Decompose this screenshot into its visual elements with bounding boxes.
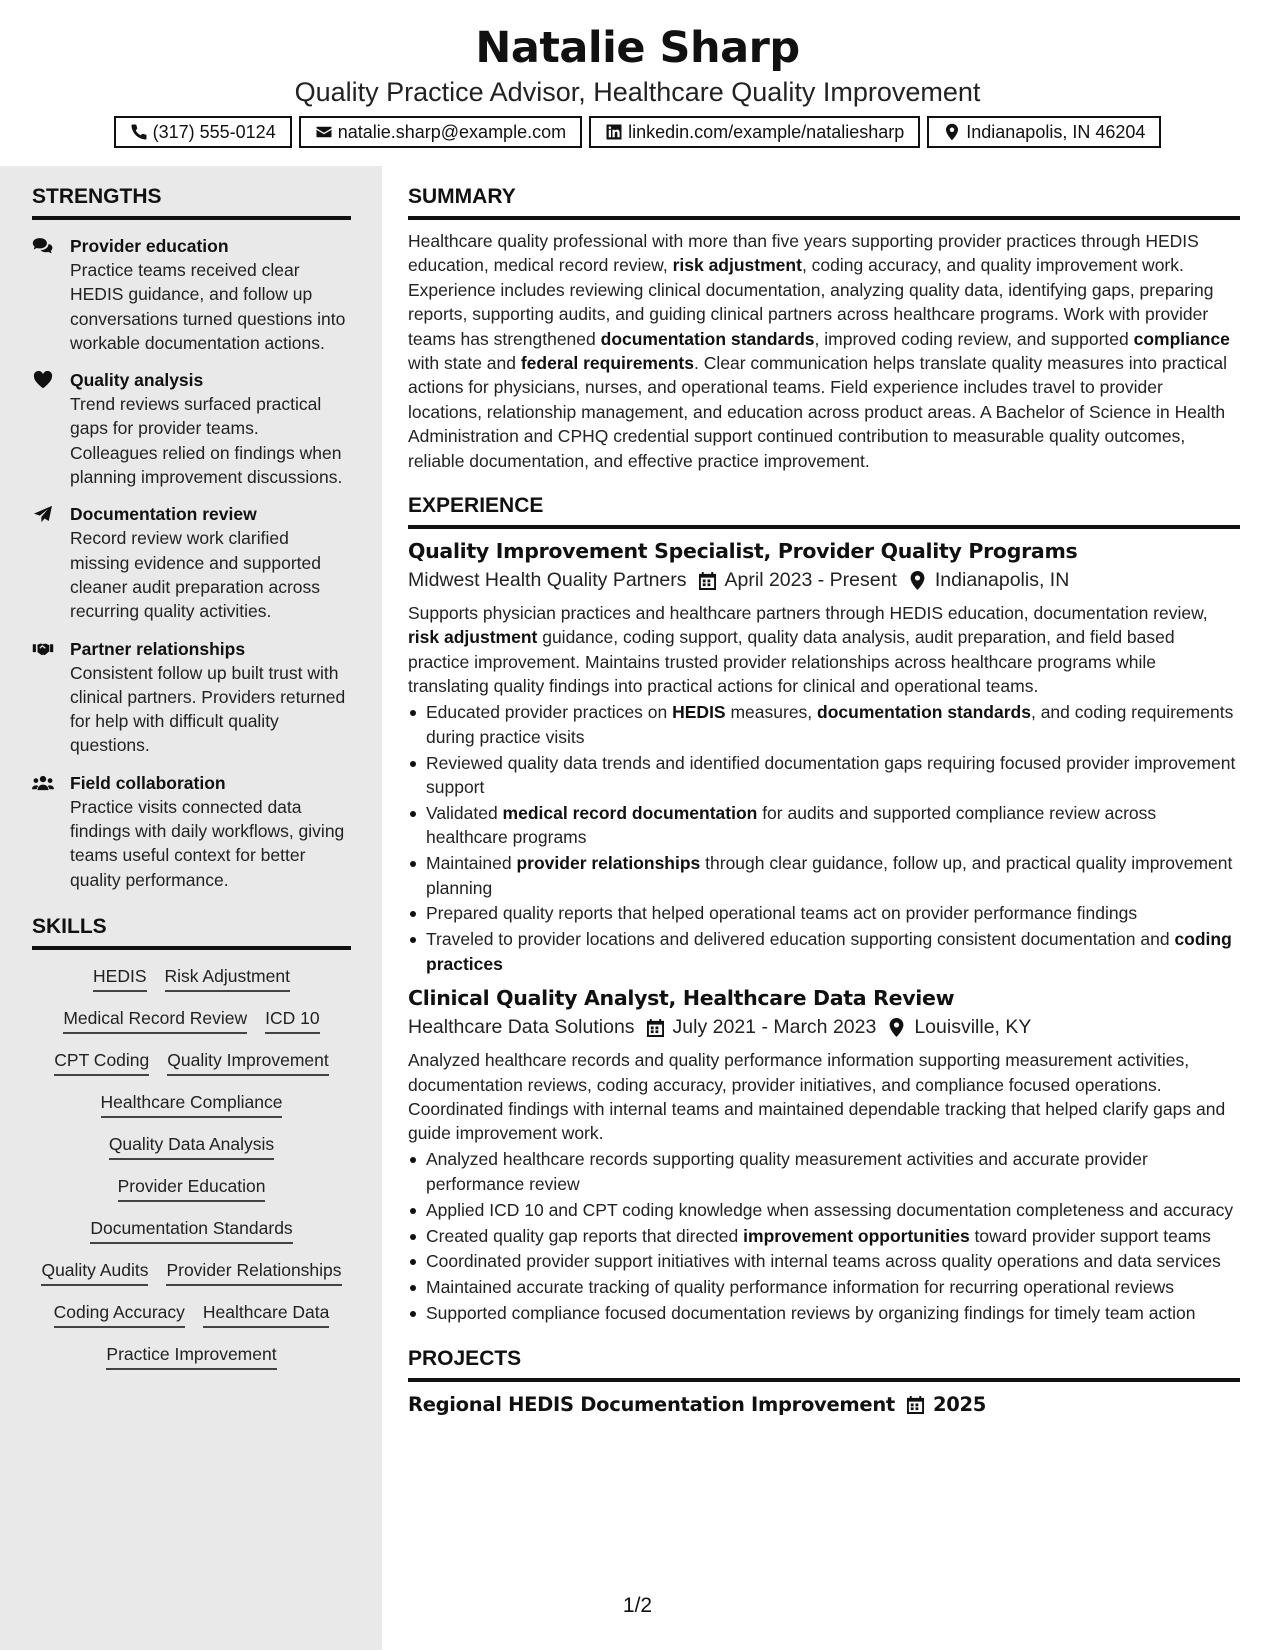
bold-keyword: improvement opportunities xyxy=(743,1225,970,1246)
candidate-title: Quality Practice Advisor, Healthcare Quality Improvement xyxy=(294,77,981,107)
contact-location-text: Indianapolis, IN 46204 xyxy=(966,121,1146,142)
project-title: Regional HEDIS Documentation Improvement xyxy=(408,1392,895,1416)
map-marker-icon xyxy=(943,123,961,141)
strength-desc: Record review work clarified missing evidence and supported cleaner audit preparation across recurring quality activities. xyxy=(70,528,321,622)
job-bullet: Created quality gap reports that directed improvement opportunities toward provider support teams xyxy=(408,1224,1240,1248)
job-description: Analyzed healthcare records and quality performance information supporting measurement activities, documentation reviews, coding accuracy, provider initiatives, and compliance focused operations. Coordinated findings with internal teams and maintained dependable tracking that helped clarify gaps and guide improvement work. xyxy=(408,1050,1226,1144)
job-bullet: Applied ICD 10 and CPT coding knowledge when assessing documentation completeness and accuracy xyxy=(408,1198,1240,1222)
users-icon xyxy=(32,774,54,792)
job-entry xyxy=(408,984,1240,1325)
strength-title: Quality analysis xyxy=(70,370,204,391)
bold-keyword: coding practices xyxy=(426,929,1232,974)
contact-location xyxy=(927,116,1161,148)
project-entry xyxy=(408,1390,1240,1420)
paper-plane-icon xyxy=(32,505,54,523)
strength-item xyxy=(32,771,351,892)
skill-tag: Risk Adjustment xyxy=(165,964,290,992)
contact-email-text: natalie.sharp@example.com xyxy=(337,121,567,142)
job-location: Louisville, KY xyxy=(914,1016,1032,1039)
job-title: Clinical Quality Analyst, Healthcare Data Review xyxy=(408,986,955,1011)
map-marker-icon xyxy=(888,1018,905,1037)
skill-tag: Quality Data Analysis xyxy=(109,1132,274,1160)
job-dates: July 2021 - March 2023 xyxy=(672,1016,877,1039)
skill-tag: Provider Education xyxy=(118,1174,266,1202)
bold-keyword: compliance xyxy=(1133,328,1230,349)
skill-tag: Coding Accuracy xyxy=(54,1300,185,1328)
calendar-icon xyxy=(699,571,716,590)
job-bullet: Prepared quality reports that helped operational teams act on provider performance findings xyxy=(408,901,1240,925)
calendar-icon xyxy=(907,1395,924,1414)
strength-item xyxy=(32,502,351,623)
contact-linkedin[interactable] xyxy=(589,116,920,148)
skill-tag: HEDIS xyxy=(93,964,146,992)
bold-keyword: federal requirements xyxy=(520,353,694,374)
strength-desc: Trend reviews surfaced practical gaps for provider teams. Colleagues relied on findings when planning improvement discussions. xyxy=(70,394,343,488)
skill-tag: Documentation Standards xyxy=(90,1216,292,1244)
contact-linkedin-text: linkedin.com/example/nataliesharp xyxy=(628,121,905,142)
comments-icon xyxy=(32,237,54,255)
projects-heading: PROJECTS xyxy=(408,1346,1240,1382)
job-bullet: Traveled to provider locations and delivered education supporting consistent documentation and coding practices xyxy=(408,927,1240,976)
strength-item xyxy=(32,368,351,489)
job-company: Midwest Health Quality Partners xyxy=(408,569,687,592)
bold-keyword: risk adjustment xyxy=(408,627,538,648)
job-company: Healthcare Data Solutions xyxy=(408,1016,635,1039)
bold-keyword: documentation standards xyxy=(817,702,1031,723)
job-bullets xyxy=(408,700,1240,976)
bold-keyword: provider relationships xyxy=(516,853,701,874)
phone-icon xyxy=(130,123,148,141)
job-bullet: Validated medical record documentation for audits and supported compliance review across healthcare programs xyxy=(408,801,1240,850)
contact-phone[interactable] xyxy=(114,116,292,148)
job-bullets xyxy=(408,1147,1240,1325)
job-dates: April 2023 - Present xyxy=(724,569,897,592)
contact-email[interactable] xyxy=(299,116,582,148)
job-bullet: Analyzed healthcare records supporting quality measurement activities and accurate provider performance review xyxy=(408,1147,1240,1196)
job-description: Supports physician practices and healthcare partners through HEDIS education, documentation review, risk adjustment guidance, coding support, quality data analysis, audit preparation, and field based practice improvement. Maintains trusted provider relationships across healthcare programs while translating quality findings into practical actions for clinical and operational teams. xyxy=(408,603,1208,697)
contact-bar xyxy=(0,116,1275,148)
job-bullet: Reviewed quality data trends and identified documentation gaps requiring focused provider improvement support xyxy=(408,751,1240,800)
job-bullet: Educated provider practices on HEDIS measures, documentation standards, and coding requirements during practice visits xyxy=(408,700,1240,749)
strength-title: Provider education xyxy=(70,236,229,256)
job-title: Quality Improvement Specialist, Provider Quality Programs xyxy=(408,539,1078,564)
skills-heading: SKILLS xyxy=(32,914,351,950)
strengths-list xyxy=(32,234,351,892)
resume-header xyxy=(0,0,1275,166)
experience-heading: EXPERIENCE xyxy=(408,493,1240,529)
bold-keyword: documentation standards xyxy=(600,328,815,349)
job-meta xyxy=(408,1012,1240,1042)
skill-tag: CPT Coding xyxy=(54,1048,149,1076)
calendar-icon xyxy=(647,1018,664,1037)
contact-phone-text: (317) 555-0124 xyxy=(152,121,276,142)
envelope-icon xyxy=(315,123,333,141)
page-number-text: 1/2 xyxy=(622,1594,653,1617)
strength-title: Partner relationships xyxy=(70,638,246,659)
summary-text: Healthcare quality professional with more than five years supporting provider practices through HEDIS education, medical record review, risk adjustment, coding accuracy, and quality improvement work. Experience includes reviewing clinical documentation, analyzing quality data, identifying gaps, preparing reports, supporting audits, and guiding clinical partners across healthcare programs. Work with provider teams has strengthened documentation standards, improved coding review, and supported compliance with state and federal requirements. Clear communication helps translate quality measures into practical actions for physicians, nurses, and operational teams. Field experience includes travel to provider locations, relationship management, and education across product areas. A Bachelor of Science in Health Administration and CPHQ credential support continued contribution to measurable quality outcomes, reliable documentation, and effective practice improvement. xyxy=(408,231,1230,471)
strength-item xyxy=(32,234,351,355)
job-location: Indianapolis, IN xyxy=(934,569,1070,592)
skill-tag: Practice Improvement xyxy=(106,1342,276,1370)
candidate-name: Natalie Sharp xyxy=(475,23,800,73)
skill-tag: Healthcare Compliance xyxy=(101,1090,283,1118)
skill-tag: ICD 10 xyxy=(265,1006,319,1034)
strength-desc: Practice visits connected data findings with daily workflows, giving teams useful context for better quality performance. xyxy=(70,796,345,890)
strength-desc: Consistent follow up built trust with clinical partners. Providers returned for help with difficult quality questions. xyxy=(70,662,346,756)
skills-list xyxy=(32,964,351,1370)
job-entry xyxy=(408,537,1240,976)
linkedin-icon xyxy=(605,123,623,141)
strength-item xyxy=(32,637,351,758)
strength-title: Field collaboration xyxy=(70,772,226,793)
job-bullet: Maintained accurate tracking of quality performance information for recurring operational reviews xyxy=(408,1275,1240,1299)
job-bullet: Coordinated provider support initiatives with internal teams across quality operations and data services xyxy=(408,1249,1240,1273)
bold-keyword: medical record documentation xyxy=(502,802,758,823)
job-bullet: Maintained provider relationships through clear guidance, follow up, and practical quality improvement planning xyxy=(408,851,1240,900)
strengths-heading: STRENGTHS xyxy=(32,184,351,220)
sidebar xyxy=(0,166,382,1650)
strength-title: Documentation review xyxy=(70,504,257,525)
job-meta xyxy=(408,565,1240,595)
summary-heading: SUMMARY xyxy=(408,184,1240,220)
strength-desc: Practice teams received clear HEDIS guidance, and follow up conversations turned questions into workable documentation actions. xyxy=(70,260,346,353)
bold-keyword: risk adjustment xyxy=(672,255,802,276)
skill-tag: Quality Audits xyxy=(41,1258,148,1286)
skill-tag: Provider Relationships xyxy=(166,1258,341,1286)
skill-tag: Quality Improvement xyxy=(167,1048,328,1076)
heart-icon xyxy=(32,371,54,389)
skill-tag: Medical Record Review xyxy=(63,1006,247,1034)
page-number xyxy=(0,1594,1275,1618)
main-content xyxy=(408,166,1240,1420)
job-bullet: Supported compliance focused documentation reviews by organizing findings for timely team action xyxy=(408,1301,1240,1325)
skill-tag: Healthcare Data xyxy=(203,1300,329,1328)
map-marker-icon xyxy=(909,571,926,590)
project-year: 2025 xyxy=(932,1392,987,1416)
bold-keyword: HEDIS xyxy=(672,702,726,723)
handshake-icon xyxy=(32,640,54,658)
